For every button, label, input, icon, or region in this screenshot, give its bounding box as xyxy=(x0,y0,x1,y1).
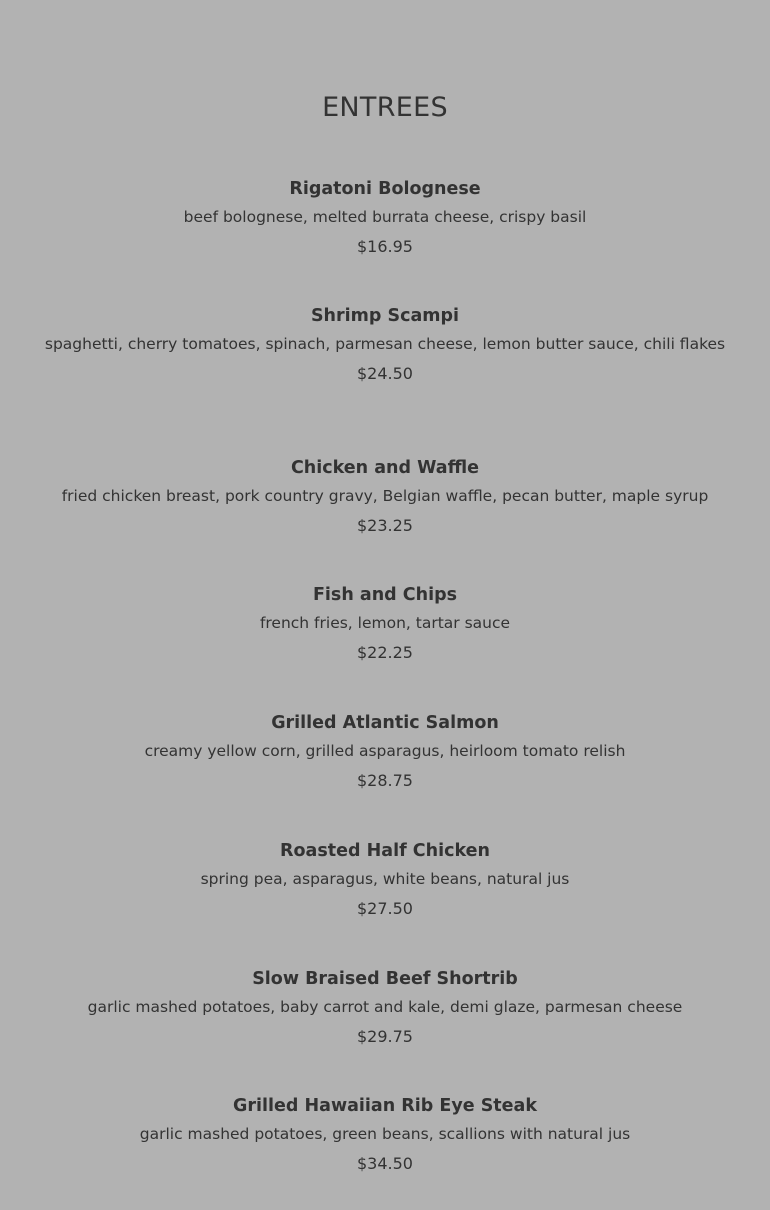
item-name: Roasted Half Chicken xyxy=(280,841,490,861)
menu-item xyxy=(20,177,750,259)
item-price: $16.95 xyxy=(357,237,413,256)
item-price: $27.50 xyxy=(357,899,413,918)
item-price: $23.25 xyxy=(357,516,413,535)
menu-item xyxy=(20,711,750,793)
menu-item xyxy=(20,304,750,386)
item-price: $24.50 xyxy=(357,364,413,383)
item-description: creamy yellow corn, grilled asparagus, heirloom tomato relish xyxy=(144,742,626,760)
menu-item xyxy=(20,967,750,1049)
item-name: Grilled Atlantic Salmon xyxy=(271,713,499,733)
item-name: Shrimp Scampi xyxy=(310,306,460,326)
item-description: fried chicken breast, pork country gravy, Belgian waffle, pecan butter, maple syrup xyxy=(61,487,709,505)
item-description: beef bolognese, melted burrata cheese, crispy basil xyxy=(183,208,587,226)
item-description: spring pea, asparagus, white beans, natural jus xyxy=(200,870,570,888)
item-description: garlic mashed potatoes, green beans, scallions with natural jus xyxy=(139,1125,631,1143)
item-name: Rigatoni Bolognese xyxy=(289,179,481,199)
section-title: ENTREES xyxy=(322,92,448,123)
menu-item xyxy=(20,1094,750,1176)
item-description: french fries, lemon, tartar sauce xyxy=(259,614,511,632)
item-price: $29.75 xyxy=(357,1027,413,1046)
item-description: garlic mashed potatoes, baby carrot and kale, demi glaze, parmesan cheese xyxy=(87,998,683,1016)
item-name: Chicken and Waffle xyxy=(290,458,480,478)
item-name: Grilled Hawaiian Rib Eye Steak xyxy=(233,1096,537,1116)
item-price: $34.50 xyxy=(357,1154,413,1173)
item-price: $22.25 xyxy=(357,643,413,662)
menu-item xyxy=(20,839,750,921)
menu-item xyxy=(20,583,750,665)
item-price: $28.75 xyxy=(357,771,413,790)
item-description: spaghetti, cherry tomatoes, spinach, parmesan cheese, lemon butter sauce, chili flakes xyxy=(44,335,726,353)
item-name: Fish and Chips xyxy=(312,585,458,605)
item-name: Slow Braised Beef Shortrib xyxy=(252,969,518,989)
menu-item xyxy=(20,456,750,538)
